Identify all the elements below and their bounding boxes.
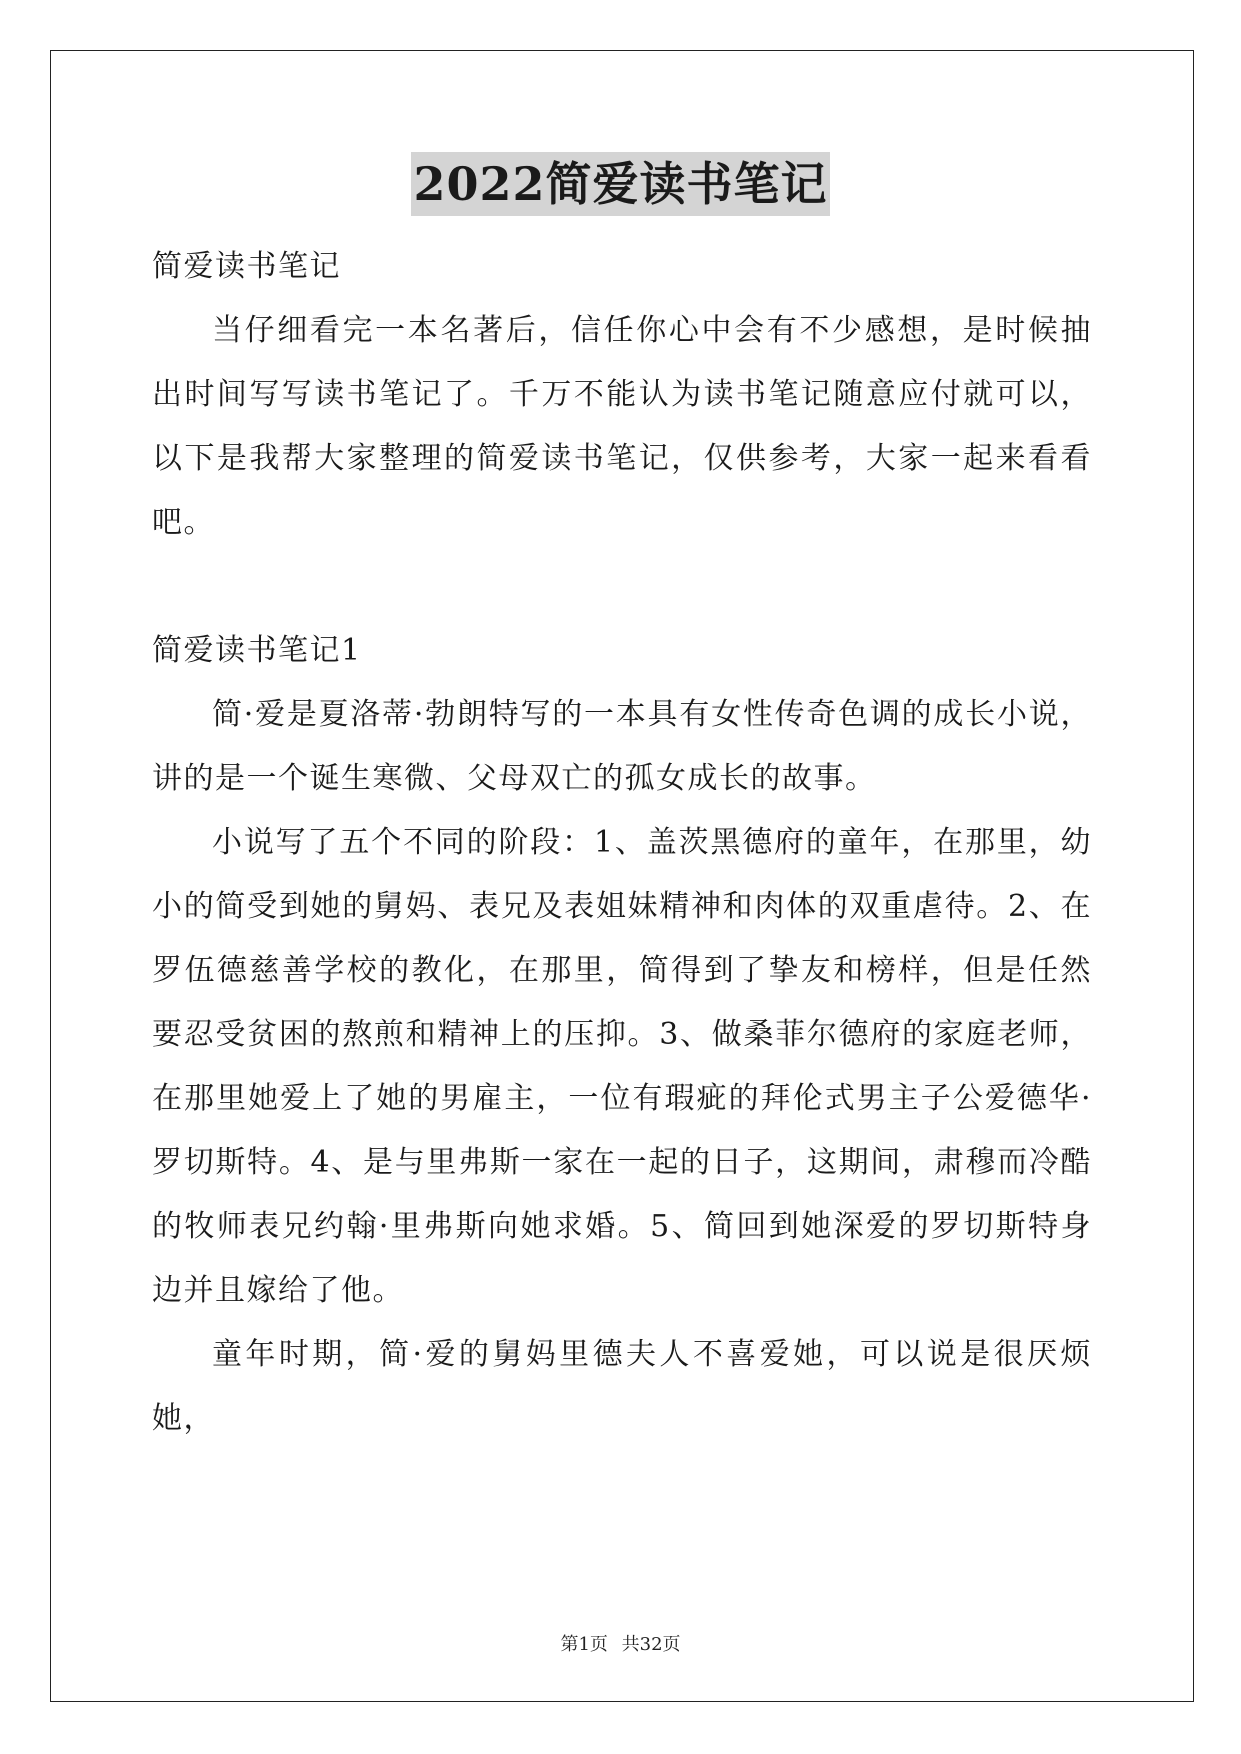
page-number: 第1页 — [560, 1634, 608, 1655]
paragraph-spacer — [152, 555, 1092, 619]
body-paragraph-3: 童年时期，简·爱的舅妈里德夫人不喜爱她，可以说是很厌烦她， — [152, 1337, 1092, 1436]
body-paragraph-2: 小说写了五个不同的阶段：1、盖茨黑德府的童年，在那里，幼小的简受到她的舅妈、表兄及表姐妹精神和肉体的双重虐待。2、在罗伍德慈善学校的教化，在那里，简得到了挚友和榜样，但是任然要忍受贫困的熬煎和精神上的压抑。3、做桑菲尔德府的家庭老师，在那里她爱上了她的男雇主，一位有瑕疵的拜伦式男主子公爱德华·罗切斯特。4、是与里弗斯一家在一起的日子，这期间，肃穆而冷酷的牧师表兄约翰·里弗斯向她求婚。5、简回到她深爱的罗切斯特身边并且嫁给了他。 — [152, 825, 1092, 1308]
intro-paragraph: 当仔细看完一本名著后，信任你心中会有不少感想，是时候抽出时间写写读书笔记了。千万不能认为读书笔记随意应付就可以，以下是我帮大家整理的简爱读书笔记，仅供参考，大家一起来看看吧。 — [152, 313, 1092, 540]
page-total: 共32页 — [621, 1634, 681, 1655]
document-title: 2022简爱读书笔记 — [411, 152, 829, 216]
page-footer — [0, 1630, 1241, 1656]
title-container — [0, 152, 1241, 216]
document-body — [152, 235, 1092, 1451]
section-heading-1: 简爱读书笔记1 — [152, 633, 362, 668]
section-heading-intro: 简爱读书笔记 — [152, 249, 341, 284]
body-paragraph-1: 简·爱是夏洛蒂·勃朗特写的一本具有女性传奇色调的成长小说，讲的是一个诞生寒微、父母双亡的孤女成长的故事。 — [152, 697, 1092, 796]
